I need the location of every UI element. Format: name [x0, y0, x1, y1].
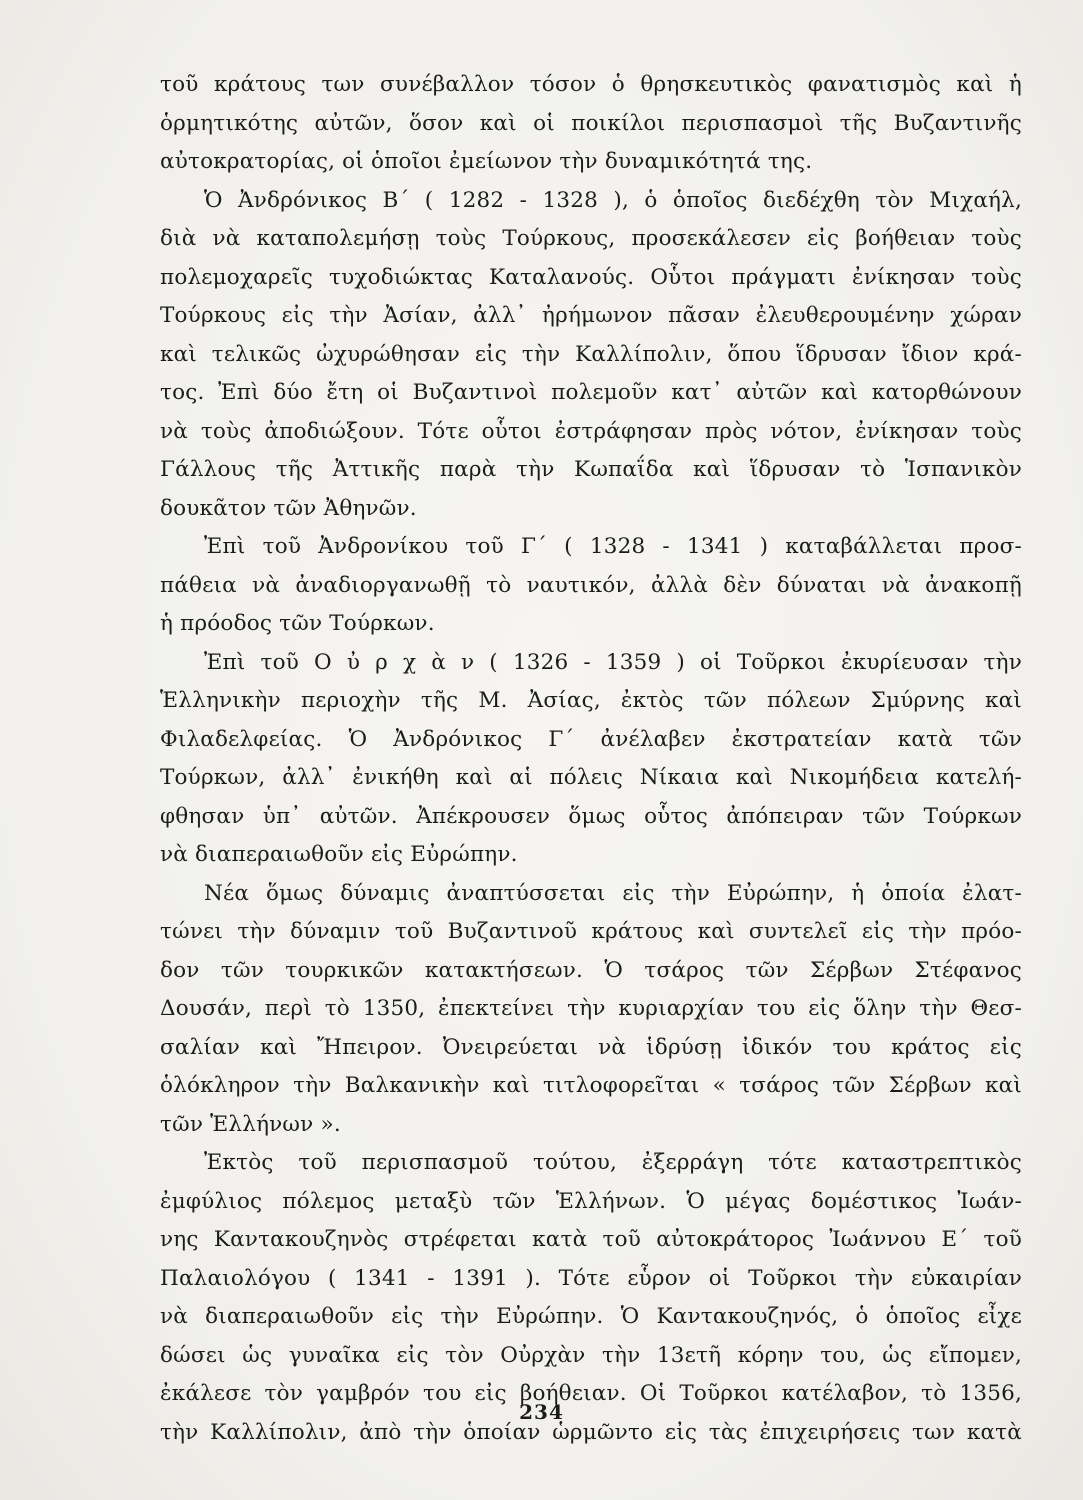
text-line: Ἑλληνικὴν περιοχὴν τῆς Μ. Ἀσίας, ἐκτὸς τῶν πόλεων Σμύρνης καὶ: [160, 688, 1022, 713]
paragraph-start-line: Ὁ Ἀνδρόνικος Β΄ ( 1282 - 1328 ), ὁ ὁποῖος διεδέχθη τὸν Μιχαήλ,: [204, 187, 1022, 213]
text-line: ἐμφύλιος πόλεμος μεταξὺ τῶν Ἑλλήνων. Ὁ μέγας δομέστικος Ἰωάν-: [160, 1188, 1022, 1214]
text-line: ἡ πρόοδος τῶν Τούρκων.: [160, 611, 435, 636]
text-line: φθησαν ὑπ᾽ αὐτῶν. Ἀπέκρουσεν ὅμως οὗτος ἀπόπειραν τῶν Τούρκων: [160, 803, 1022, 829]
text-line: δουκᾶτον τῶν Ἀθηνῶν.: [160, 495, 417, 521]
text-line: ἐκάλεσε τὸν γαμβρόν του εἰς βοήθειαν. Οἱ Τοῦρκοι κατέλαβον, τὸ 1356,: [160, 1381, 1022, 1406]
text-line: δον τῶν τουρκικῶν κατακτήσεων. Ὁ τσάρος τῶν Σέρβων Στέφανος: [160, 957, 1022, 983]
text-line: Τούρκους εἰς τὴν Ἀσίαν, ἀλλ᾽ ἠρήμωνον πᾶσαν ἐλευθερουμένην χώραν: [160, 303, 1022, 328]
text-line: Τούρκων, ἀλλ᾽ ἐνικήθη καὶ αἱ πόλεις Νίκαια καὶ Νικομήδεια κατελή-: [160, 765, 1022, 790]
text-line: νὰ διαπεραιωθοῦν εἰς Εὐρώπην.: [160, 842, 518, 867]
text-line: Δουσάν, περὶ τὸ 1350, ἐπεκτείνει τὴν κυριαρχίαν του εἰς ὅλην τὴν Θεσ-: [160, 996, 1022, 1021]
paragraph-start-line: Ἐπὶ τοῦ Ο ὐ ρ χ ὰ ν ( 1326 - 1359 ) οἱ Τοῦρκοι ἐκυρίευσαν τὴν: [204, 649, 1022, 675]
text-line: τώνει τὴν δύναμιν τοῦ Βυζαντινοῦ κράτους καὶ συντελεῖ εἰς τὴν πρόο-: [160, 919, 1022, 944]
text-line: πάθεια νὰ ἀναδιοργανωθῇ τὸ ναυτικόν, ἀλλὰ δὲν δύναται νὰ ἀνακοπῇ: [160, 572, 1022, 598]
text-line: Παλαιολόγου ( 1341 - 1391 ). Τότε εὗρον οἱ Τοῦρκοι τὴν εὐκαιρίαν: [160, 1265, 1022, 1291]
paragraph-start-line: Ἐκτὸς τοῦ περισπασμοῦ τούτου, ἐξερράγη τότε καταστρεπτικὸς: [204, 1150, 1022, 1175]
text-line: Γάλλους τῆς Ἀττικῆς παρὰ τὴν Κωπαΐδα καὶ ἵδρυσαν τὸ Ἱσπανικὸν: [160, 457, 1022, 482]
text-line: πολεμοχαρεῖς τυχοδιώκτας Καταλανούς. Οὗτοι πράγματι ἐνίκησαν τοὺς: [160, 264, 1022, 290]
text-line: δώσει ὡς γυναῖκα εἰς τὸν Οὐρχὰν τὴν 13ετῆ κόρην του, ὡς εἴπομεν,: [160, 1342, 1022, 1368]
body-text: [160, 66, 1022, 1452]
text-line: τὴν Καλλίπολιν, ἀπὸ τὴν ὁποίαν ὡρμῶντο εἰς τὰς ἐπιχειρήσεις των κατὰ: [160, 1419, 1022, 1445]
page-number: 234: [519, 1400, 564, 1424]
text-line: ὁρμητικότης αὐτῶν, ὅσον καὶ οἱ ποικίλοι περισπασμοὶ τῆς Βυζαντινῆς: [160, 110, 1022, 136]
text-line: σαλίαν καὶ Ἤπειρον. Ὀνειρεύεται νὰ ἱδρύσῃ ἰδικόν του κράτος εἰς: [160, 1034, 1022, 1060]
text-line: Φιλαδελφείας. Ὁ Ἀνδρόνικος Γ΄ ἀνέλαβεν ἐκστρατείαν κατὰ τῶν: [160, 726, 1022, 752]
text-line: τῶν Ἑλλήνων ».: [160, 1111, 341, 1137]
text-line: διὰ νὰ καταπολεμήσῃ τοὺς Τούρκους, προσεκάλεσεν εἰς βοήθειαν τοὺς: [160, 226, 1022, 251]
text-line: τοῦ κράτους των συνέβαλλον τόσον ὁ θρησκευτικὸς φανατισμὸς καὶ ἡ: [160, 72, 1022, 97]
text-line: τος. Ἐπὶ δύο ἔτη οἱ Βυζαντινοὶ πολεμοῦν κατ᾽ αὐτῶν καὶ κατορθώνουν: [160, 380, 1022, 405]
text-line: νὰ τοὺς ἀποδιώξουν. Τότε οὗτοι ἐστράφησαν πρὸς νότον, ἐνίκησαν τοὺς: [160, 418, 1022, 444]
text-line: καὶ τελικῶς ὠχυρώθησαν εἰς τὴν Καλλίπολιν, ὅπου ἵδρυσαν ἴδιον κρά-: [160, 341, 1022, 367]
text-line: αὐτοκρατορίας, οἱ ὁποῖοι ἐμείωνον τὴν δυναμικότητά της.: [160, 149, 813, 174]
text-line: νὰ διαπεραιωθοῦν εἰς τὴν Εὐρώπην. Ὁ Καντακουζηνός, ὁ ὁποῖος εἶχε: [160, 1304, 1022, 1329]
text-line: νης Καντακουζηνὸς στρέφεται κατὰ τοῦ αὐτοκράτορος Ἰωάννου Ε΄ τοῦ: [160, 1227, 1022, 1252]
paragraph-start-line: Ἐπὶ τοῦ Ἀνδρονίκου τοῦ Γ΄ ( 1328 - 1341 ) καταβάλλεται προσ-: [204, 534, 1022, 559]
paragraph-start-line: Νέα ὅμως δύναμις ἀναπτύσσεται εἰς τὴν Εὐρώπην, ἡ ὁποία ἐλατ-: [204, 880, 1022, 906]
text-line: ὁλόκληρον τὴν Βαλκανικὴν καὶ τιτλοφορεῖται « τσάρος τῶν Σέρβων καὶ: [160, 1073, 1022, 1098]
